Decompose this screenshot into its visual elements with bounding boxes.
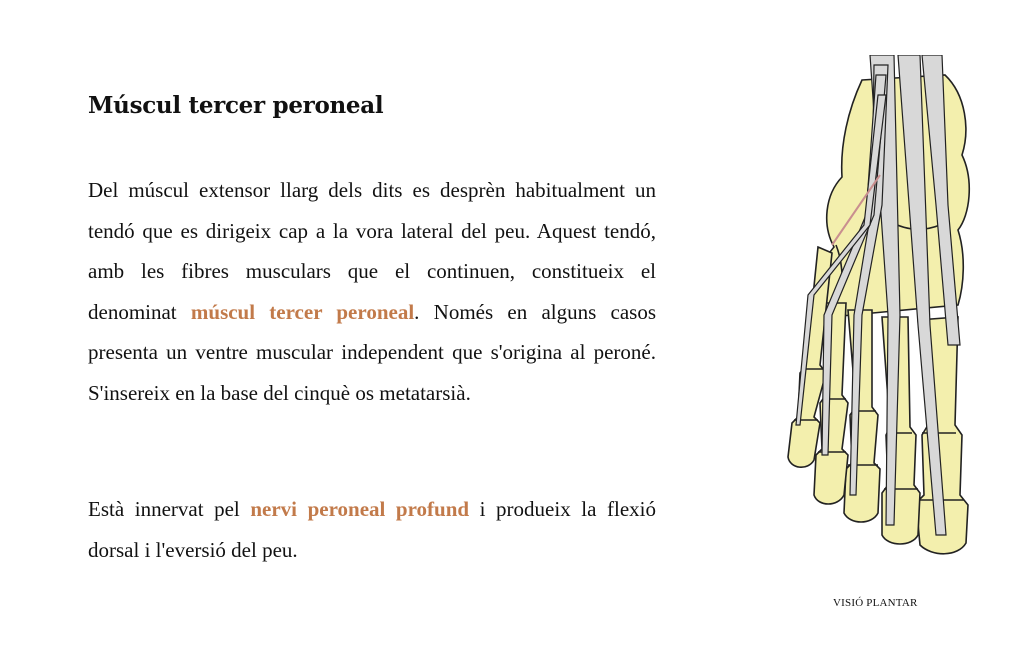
paragraph-text: Està innervat pel xyxy=(88,497,251,521)
innervation-paragraph xyxy=(88,489,656,570)
description-paragraph xyxy=(88,170,656,413)
paragraph-text: . Només en alguns casos presenta un ventre muscular independent que s'origina al peroné. S'insereix en la base del cinquè os metatarsià. xyxy=(88,299,656,405)
page-title: Múscul tercer peroneal xyxy=(88,92,384,119)
muscle-name-link[interactable]: múscul tercer peroneal xyxy=(190,299,415,324)
nerve-name-link[interactable]: nervi peroneal profund xyxy=(250,497,470,521)
foot-skeleton-illustration xyxy=(770,55,980,575)
figure-caption: VISIÓ PLANTAR xyxy=(833,597,918,609)
paragraph-text: i produeix la flexió dorsal i l'eversió del peu. xyxy=(88,497,656,562)
paragraph-text: Del múscul extensor llarg dels dits es desprèn habitualment un tendó que es dirigeix cap a la vora lateral del peu. Aquest tendó, amb les fibres musculars que el continuen, constitueix el denominat xyxy=(88,178,656,324)
